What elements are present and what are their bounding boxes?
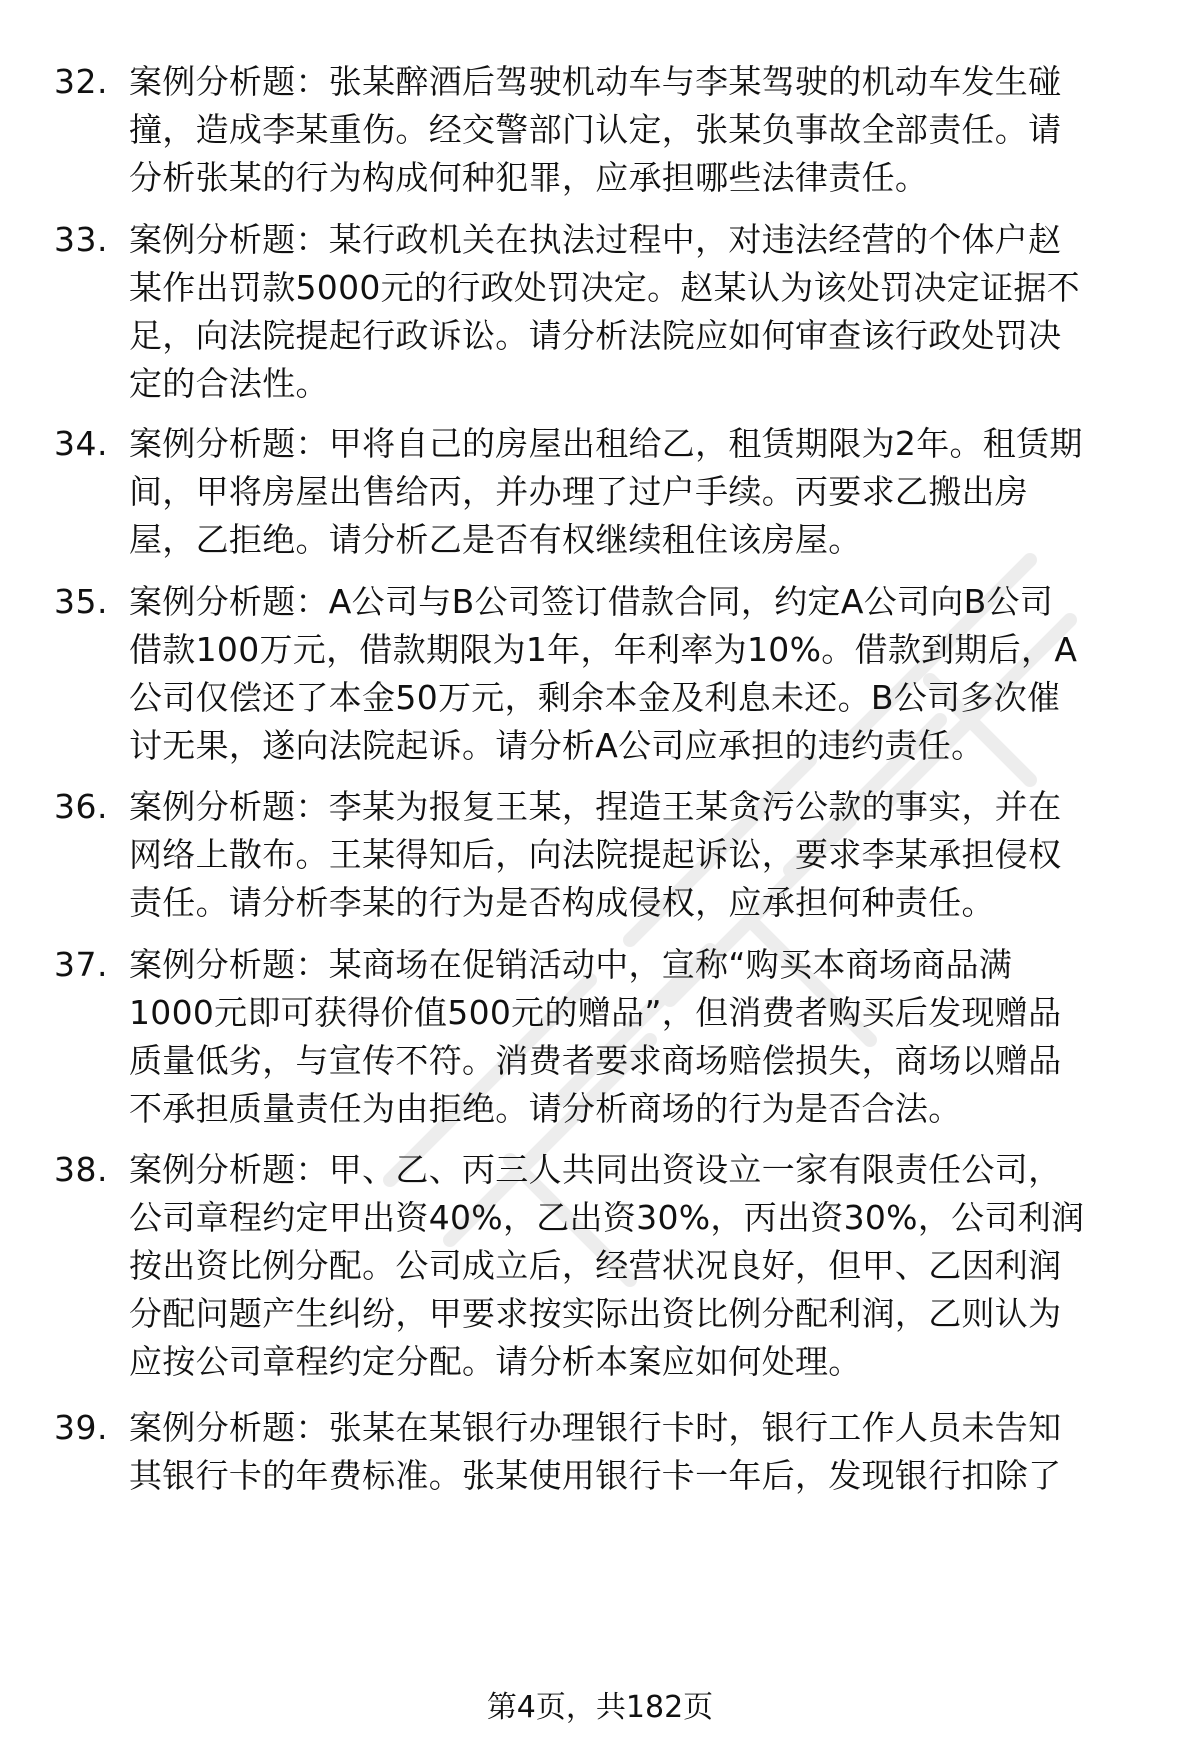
question-text bbox=[129, 216, 1165, 408]
text-line: 责任。请分析李某的行为是否构成侵权，应承担何种责任。 bbox=[129, 883, 995, 922]
text-line: 案例分析题：甲、乙、丙三人共同出资设立一家有限责任公司， bbox=[129, 1150, 1062, 1189]
text-line: 公司章程约定甲出资40%，乙出资30%，丙出资30%，公司利润 bbox=[129, 1198, 1085, 1237]
text-line: 分配问题产生纠纷，甲要求按实际出资比例分配利润，乙则认为 bbox=[129, 1294, 1062, 1333]
text-line: 1000元即可获得价值500元的赠品”，但消费者购买后发现赠品 bbox=[129, 993, 1062, 1032]
text-line: 按出资比例分配。公司成立后，经营状况良好，但甲、乙因利润 bbox=[129, 1246, 1062, 1285]
text-line: 某作出罚款5000元的行政处罚决定。赵某认为该处罚决定证据不 bbox=[129, 268, 1080, 307]
text-line: 屋，乙拒绝。请分析乙是否有权继续租住该房屋。 bbox=[129, 520, 862, 559]
text-line: 案例分析题：A公司与B公司签订借款合同，约定A公司向B公司 bbox=[129, 582, 1054, 621]
text-line: 案例分析题：某行政机关在执法过程中，对违法经营的个体户赵 bbox=[129, 220, 1062, 259]
text-line: 借款100万元，借款期限为1年，年利率为10%。借款到期后，A bbox=[129, 630, 1078, 669]
text-line: 案例分析题：张某在某银行办理银行卡时，银行工作人员未告知 bbox=[129, 1408, 1062, 1447]
text-line: 案例分析题：某商场在促销活动中，宣称“购买本商场商品满 bbox=[129, 945, 1013, 984]
question-text bbox=[129, 1404, 1165, 1500]
text-line: 案例分析题：张某醉酒后驾驶机动车与李某驾驶的机动车发生碰 bbox=[129, 62, 1062, 101]
text-line: 其银行卡的年费标准。张某使用银行卡一年后，发现银行扣除了 bbox=[129, 1456, 1062, 1495]
text-line: 撞，造成李某重伤。经交警部门认定，张某负事故全部责任。请 bbox=[129, 110, 1062, 149]
question-text bbox=[129, 420, 1165, 564]
question-number: 38. bbox=[54, 1150, 108, 1189]
text-line: 案例分析题：李某为报复王某，捏造王某贪污公款的事实，并在 bbox=[129, 787, 1062, 826]
question-number: 35. bbox=[54, 582, 108, 621]
question-text bbox=[129, 1146, 1165, 1386]
question-number: 33. bbox=[54, 220, 108, 259]
text-line: 应按公司章程约定分配。请分析本案应如何处理。 bbox=[129, 1342, 862, 1381]
question-number: 34. bbox=[54, 424, 108, 463]
question-number: 32. bbox=[54, 62, 108, 101]
text-line: 定的合法性。 bbox=[129, 364, 329, 403]
text-line: 间，甲将房屋出售给丙，并办理了过户手续。丙要求乙搬出房 bbox=[129, 472, 1029, 511]
text-line: 网络上散布。王某得知后，向法院提起诉讼，要求李某承担侵权 bbox=[129, 835, 1062, 874]
question-number: 37. bbox=[54, 945, 108, 984]
text-line: 案例分析题：甲将自己的房屋出租给乙，租赁期限为2年。租赁期 bbox=[129, 424, 1083, 463]
text-line: 足，向法院提起行政诉讼。请分析法院应如何审查该行政处罚决 bbox=[129, 316, 1062, 355]
text-line: 公司仅偿还了本金50万元，剩余本金及利息未还。B公司多次催 bbox=[129, 678, 1061, 717]
text-line: 质量低劣，与宣传不符。消费者要求商场赔偿损失，商场以赠品 bbox=[129, 1041, 1062, 1080]
text-line: 不承担质量责任为由拒绝。请分析商场的行为是否合法。 bbox=[129, 1089, 962, 1128]
text-line: 分析张某的行为构成何种犯罪，应承担哪些法律责任。 bbox=[129, 158, 929, 197]
question-text bbox=[129, 783, 1165, 927]
question-text bbox=[129, 578, 1165, 770]
question-text bbox=[129, 58, 1165, 202]
question-number: 36. bbox=[54, 787, 108, 826]
question-number: 39. bbox=[54, 1408, 108, 1447]
text-line: 讨无果，遂向法院起诉。请分析A公司应承担的违约责任。 bbox=[129, 726, 985, 765]
question-text bbox=[129, 941, 1165, 1133]
page-footer: 第4页，共182页 bbox=[486, 1690, 714, 1725]
